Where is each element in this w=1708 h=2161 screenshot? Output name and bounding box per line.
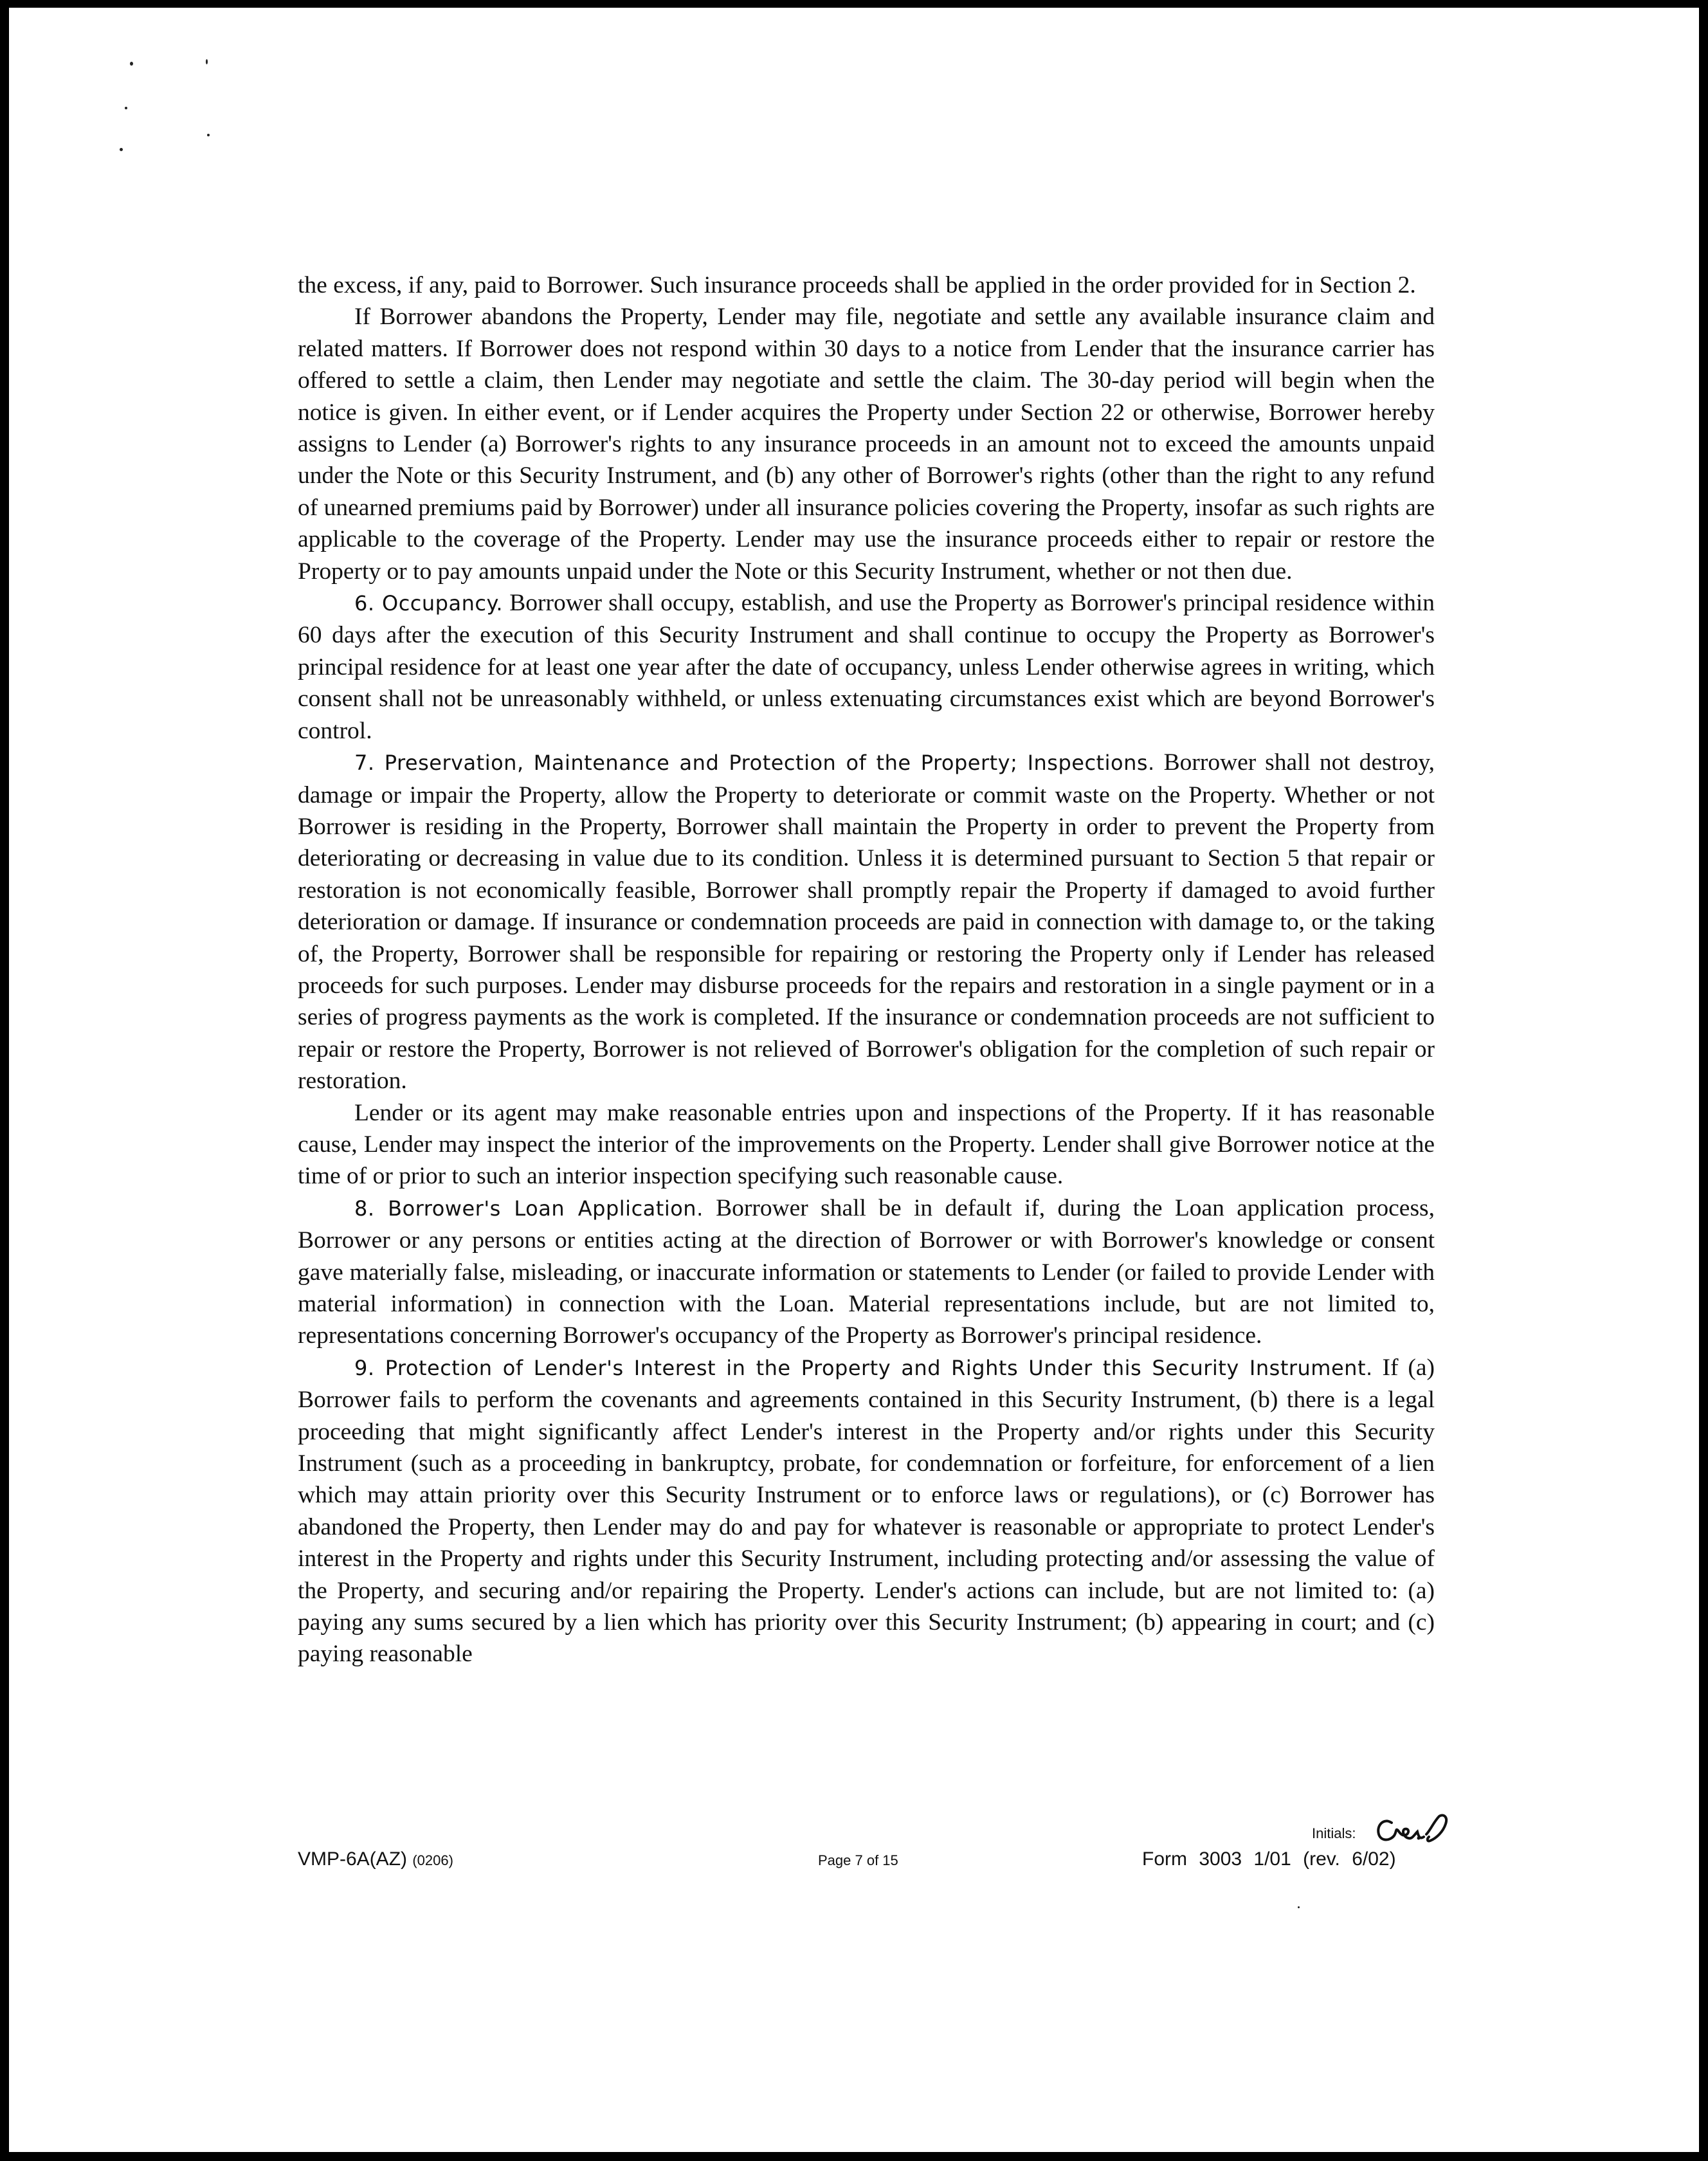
paragraph-text: the excess, if any, paid to Borrower. Such insurance proceeds shall be applied in the order provided for in Section 2.	[298, 272, 1416, 298]
paragraph-text: If (a) Borrower fails to perform the covenants and agreements contained in this Security Instrument, (b) there is a legal proceeding that might significantly affect Lender's interest in the Property and/or rights under this Security Instrument (such as a proceeding in bankruptcy, probate, for condemnation or forfeiture, for enforcement of a lien which may attain priority over this Security Instrument or to enforce laws or regulations), or (c) Borrower has abandoned the Property, then Lender may do and pay for whatever is reasonable or appropriate to protect Lender's interest in the Property and rights under this Security Instrument, including protecting and/or assessing the value of the Property, and securing and/or repairing the Property. Lender's actions can include, but are not limited to: (a) paying any sums secured by a lien which has priority over this Security Instrument; (b) appearing in court; and (c) paying reasonable	[298, 1354, 1435, 1668]
scan-speck	[207, 134, 210, 136]
form-number: Form 3003 1/01 (rev. 6/02)	[1142, 1848, 1396, 1870]
form-code	[298, 1848, 453, 1870]
paragraph-text: If Borrower abandons the Property, Lender may file, negotiate and settle any available insurance claim and related matters. If Borrower does not respond within 30 days to a notice from Lender that the insurance carrier has offered to settle a claim, then Lender may negotiate and settle the claim. The 30-day period will begin when the notice is given. In either event, or if Lender acquires the Property under Section 22 or otherwise, Borrower hereby assigns to Lender (a) Borrower's rights to any insurance proceeds in an amount not to exceed the amounts unpaid under the Note or this Security Instrument, and (b) any other of Borrower's rights (other than the right to any refund of unearned premiums paid by Borrower) under all insurance policies covering the Property, insofar as such rights are applicable to the coverage of the Property. Lender may use the insurance proceeds either to repair or restore the Property or to pay amounts unpaid under the Note or this Security Instrument, whether or not then due.	[298, 304, 1435, 585]
section-9-protection	[298, 1352, 1435, 1670]
page-number: Page 7 of 15	[818, 1852, 898, 1868]
initials-signature-icon	[1372, 1809, 1462, 1851]
initials-block	[1312, 1809, 1466, 1854]
scan-speck	[130, 62, 133, 66]
scan-speck	[1298, 1906, 1300, 1908]
paragraph-abandonment	[298, 301, 1435, 587]
section-6-occupancy	[298, 587, 1435, 747]
section-7-preservation	[298, 747, 1435, 1097]
section-heading: 6. Occupancy.	[354, 591, 504, 616]
section-8-loan-application	[298, 1192, 1435, 1352]
paragraph-text: Borrower shall occupy, establish, and use the Property as Borrower's principal residence within 60 days after the execution of this Security Instrument and shall continue to occupy the Property as Borrower's principal residence for at least one year after the date of occupancy, unless Lender otherwise agrees in writing, which consent shall not be unreasonably withheld, or unless extenuating circumstances exist which are beyond Borrower's control.	[298, 590, 1435, 744]
scan-speck	[125, 107, 127, 109]
paragraph-inspections	[298, 1097, 1435, 1192]
form-code-suffix: (0206)	[412, 1852, 453, 1868]
scan-speck	[120, 148, 123, 151]
paragraph-continuation	[298, 269, 1435, 301]
document-body	[298, 269, 1435, 1670]
section-heading: 8. Borrower's Loan Application.	[354, 1196, 704, 1221]
initials-label: Initials:	[1312, 1825, 1356, 1841]
section-heading: 7. Preservation, Maintenance and Protection of the Property; Inspections.	[354, 751, 1155, 776]
paragraph-text: Borrower shall not destroy, damage or impair the Property, allow the Property to deteriorate or commit waste on the Property. Whether or not Borrower is residing in the Property, Borrower shall maintain the Property in order to prevent the Property from deteriorating or decreasing in value due to its condition. Unless it is determined pursuant to Section 5 that repair or restoration is not economically feasible, Borrower shall promptly repair the Property if damaged to avoid further deterioration or damage. If insurance or condemnation proceeds are paid in connection with damage to, or the taking of, the Property, Borrower shall be responsible for repairing or restoring the Property only if Lender has released proceeds for such purposes. Lender may disburse proceeds for the repairs and restoration in a single payment or in a series of progress payments as the work is completed. If the insurance or condemnation proceeds are not sufficient to repair or restore the Property, Borrower is not relieved of Borrower's obligation for the completion of such repair or restoration.	[298, 749, 1435, 1095]
section-heading: 9. Protection of Lender's Interest in the Property and Rights Under this Security Instrument.	[354, 1355, 1373, 1380]
paragraph-text: Borrower shall be in default if, during the Loan application process, Borrower or any persons or entities acting at the direction of Borrower or with Borrower's knowledge or consent gave materially false, misleading, or inaccurate information or statements to Lender (or failed to provide Lender with material information) in connection with the Loan. Material representations include, but are not limited to, representations concerning Borrower's occupancy of the Property as Borrower's principal residence.	[298, 1194, 1435, 1349]
scan-speck	[206, 59, 208, 64]
paragraph-text: Lender or its agent may make reasonable entries upon and inspections of the Property. If it has reasonable cause, Lender may inspect the interior of the improvements on the Property. Lender shall give Borrower notice at the time of or prior to such an interior inspection specifying such reasonable cause.	[298, 1099, 1435, 1190]
form-code-main: VMP-6A(AZ)	[298, 1848, 408, 1870]
document-page	[9, 8, 1699, 2152]
